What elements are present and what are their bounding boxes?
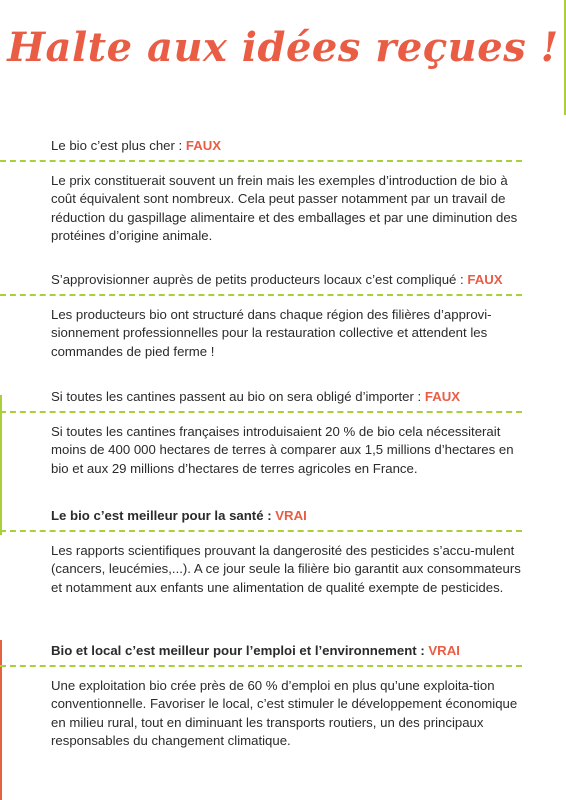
dashed-divider	[0, 160, 522, 162]
dashed-divider	[0, 411, 522, 413]
fact-question: Bio et local c’est meilleur pour l’emploi et l’environnement : VRAI	[51, 643, 460, 658]
verdict-badge: VRAI	[428, 643, 460, 658]
verdict-badge: FAUX	[424, 389, 461, 404]
myth-answer: Si toutes les cantines françaises introduisaient 20 % de bio cela nécessiterait moins de 400 000 hectares de terres à comparer aux 1,5 millions d’hectares en bio et aux 29 millions d’hectares de terres agricoles en France.	[51, 424, 514, 476]
myth-question: Si toutes les cantines passent au bio on sera obligé d’importer : FAUX	[51, 389, 461, 404]
myth-question: Le bio c’est plus cher : FAUX	[51, 138, 222, 153]
myth-answer: Les producteurs bio ont structuré dans chaque région des filières d’approvi-sionnement professionnelles pour la restauration collective et attendent les commandes de pied ferme !	[51, 307, 492, 359]
myth-section-3	[0, 388, 566, 478]
fact-question: Le bio c’est meilleur pour la santé : VRAI	[51, 508, 307, 523]
page-title: Halte aux idées reçues !	[7, 24, 559, 71]
fact-section-5	[0, 642, 566, 750]
myth-section-1	[0, 137, 566, 245]
verdict-badge: FAUX	[467, 272, 503, 287]
dashed-divider	[0, 294, 522, 296]
verdict-badge: FAUX	[185, 138, 222, 153]
fact-section-4	[0, 507, 566, 597]
dashed-divider	[0, 530, 522, 532]
myth-answer: Le prix constituerait souvent un frein mais les exemples d’introduction de bio à coût équivalent sont nombreux. Cela peut passer notamment par un travail de réduction du gaspillage alimentaire et des emballages et par une diminution des protéines d’origine animale.	[51, 173, 518, 243]
myth-section-2	[0, 271, 566, 361]
myth-question: S’approvisionner auprès de petits producteurs locaux c’est compliqué : FAUX	[51, 272, 503, 287]
fact-answer: Les rapports scientifiques prouvant la dangerosité des pesticides s’accu-mulent (cancers, leucémies,...). A ce jour seule la filière bio garantit aux consommateurs et notamment aux enfants une alimentation de qualité exempte de pesticides.	[51, 543, 521, 595]
fact-answer: Une exploitation bio crée près de 60 % d’emploi en plus qu’une exploita-tion conventionnelle. Favoriser le local, c’est stimuler le développement économique en milieu rural, tout en diminuant les transports routiers, un des principaux responsables du changement climatique.	[51, 678, 518, 748]
dashed-divider	[0, 665, 522, 667]
verdict-badge: VRAI	[275, 508, 307, 523]
